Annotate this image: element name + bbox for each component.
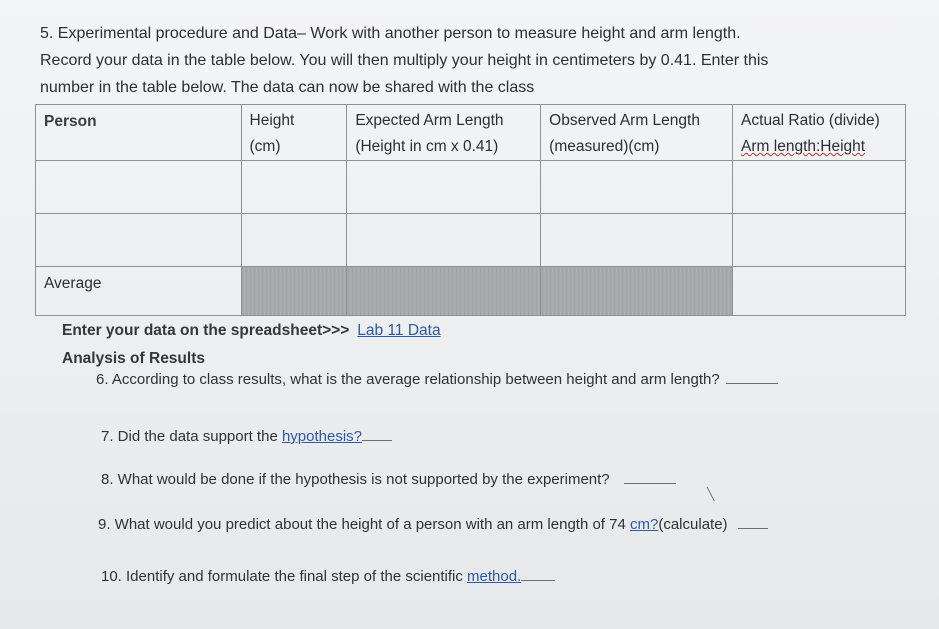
instructions-line-3: number in the table below. The data can now be shared with the class — [40, 79, 535, 96]
header-actual-ratio: Actual Ratio (divide) Arm length:Height — [733, 105, 906, 161]
cell-person[interactable] — [36, 214, 242, 267]
cell-actual-ratio[interactable] — [733, 161, 906, 214]
answer-blank[interactable] — [738, 527, 768, 529]
header-height: Height (cm) — [241, 105, 347, 161]
cell-expected-arm-length[interactable] — [347, 161, 541, 214]
average-label-cell: Average — [36, 267, 242, 316]
cell-expected-arm-length[interactable] — [347, 214, 541, 267]
analysis-heading: Analysis of Results — [62, 350, 205, 367]
instructions-line-1: 5. Experimental procedure and Data– Work with another person to measure height and arm length. — [40, 25, 741, 42]
cm-link[interactable]: cm? — [630, 516, 659, 533]
header-expected-arm-length: Expected Arm Length (Height in cm x 0.41) — [347, 105, 541, 161]
question-7: 7. Did the data support the hypothesis? — [101, 428, 392, 445]
cell-average-ratio[interactable] — [733, 267, 906, 316]
cell-observed-arm-length[interactable] — [541, 214, 733, 267]
question-10: 10. Identify and formulate the final step of the scientific method. — [101, 568, 555, 585]
instructions — [40, 20, 920, 101]
cell-observed-arm-length[interactable] — [541, 161, 733, 214]
question-8: 8. What would be done if the hypothesis is not supported by the experiment? — [101, 471, 676, 488]
table-row — [36, 161, 906, 214]
question-9: 9. What would you predict about the height of a person with an arm length of 74 cm?(calculate) — [98, 516, 768, 533]
cell-height[interactable] — [241, 161, 347, 214]
cell-actual-ratio[interactable] — [733, 214, 906, 267]
answer-blank[interactable] — [624, 482, 676, 484]
question-6: 6. According to class results, what is the average relationship between height and arm length? — [96, 371, 778, 388]
method-link[interactable]: method. — [467, 568, 522, 585]
lab-data-link[interactable]: Lab 11 Data — [357, 322, 441, 339]
answer-blank[interactable] — [521, 579, 555, 581]
data-table — [35, 104, 906, 316]
cell-height[interactable] — [241, 214, 347, 267]
instructions-line-2: Record your data in the table below. You will then multiply your height in centimeters by 0.41. Enter this — [40, 52, 769, 69]
cursor-mark-icon: ╲ — [707, 487, 715, 501]
header-observed-arm-length: Observed Arm Length (measured)(cm) — [541, 105, 733, 161]
shaded-cell — [241, 267, 347, 316]
spreadsheet-prompt: Enter your data on the spreadsheet>>> Lab 11 Data — [62, 322, 441, 339]
shaded-cell — [541, 267, 733, 316]
table-header-row — [36, 105, 906, 161]
average-row — [36, 267, 906, 316]
cell-person[interactable] — [36, 161, 242, 214]
hypothesis-link[interactable]: hypothesis? — [281, 428, 363, 445]
header-person: Person — [36, 105, 242, 161]
answer-blank[interactable] — [726, 382, 778, 384]
shaded-cell — [347, 267, 541, 316]
answer-blank[interactable] — [362, 439, 392, 441]
table-row — [36, 214, 906, 267]
